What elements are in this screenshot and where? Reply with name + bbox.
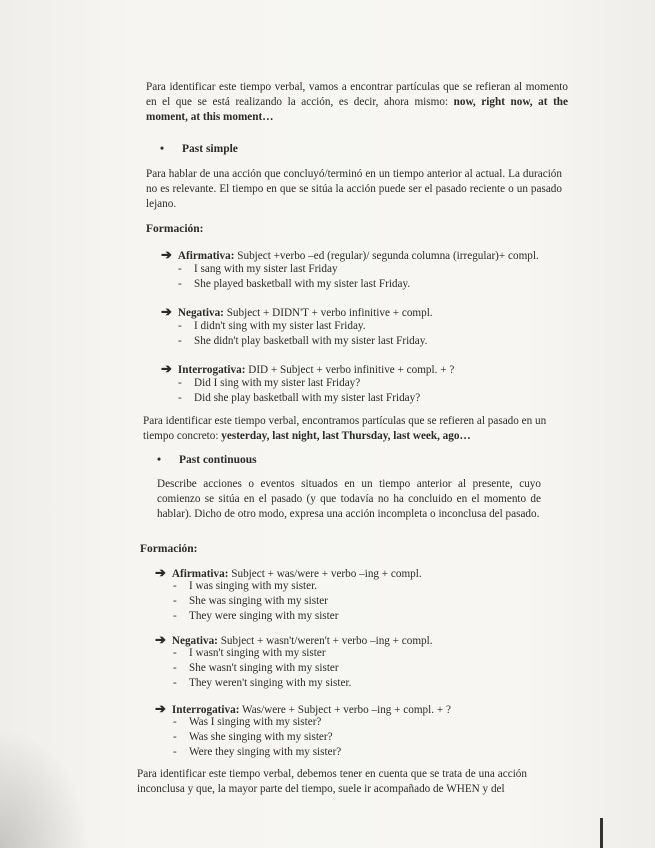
intro-text: Para identificar este tiempo verbal, vamos a encontrar partículas que se refieran al momento en el que se está realizando la acción, es decir, ahora mismo: <box>146 81 568 108</box>
ps-negative-rule: ➔ Negativa: Subject + DIDN'T + verbo infinitive + compl. <box>161 304 433 319</box>
past-continuous-description: Describe acciones o eventos situados en un tiempo anterior al presente, cuyo comienzo se sitúa en el pasado (y que todavía no ha concluido en el momento de hablar). Dicho de otro modo, expresa una acción incompleta o inconclusa del pasado. <box>157 478 541 520</box>
pc-neg-example-2: - She wasn't singing with my sister <box>173 662 339 674</box>
heading-text: Past simple <box>182 143 238 155</box>
bullet-icon: • <box>160 143 165 155</box>
intro-paragraph <box>146 80 568 125</box>
bullet-icon: • <box>157 454 162 466</box>
arrow-icon: ➔ <box>155 565 166 580</box>
pc-aff-example-1: - I was singing with my sister. <box>173 580 318 592</box>
pc-int-example-2: - Was she singing with my sister? <box>173 731 333 743</box>
arrow-icon: ➔ <box>161 304 172 319</box>
pc-affirmative-rule: ➔ Afirmativa: Subject + was/were + verbo –ing + compl. <box>155 565 422 580</box>
page-edge-mark <box>600 818 603 848</box>
pc-int-example-3: - Were they singing with my sister? <box>173 746 342 758</box>
ps-neg-example-2: - She didn't play basketball with my sister last Friday. <box>178 335 428 347</box>
intro-particles: now, right now, at the moment, at this moment… <box>146 96 568 123</box>
ps-interrogative-rule: ➔ Interrogativa: DID + Subject + verbo infinitive + compl. + ? <box>161 361 455 376</box>
ps-aff-example-2: - She played basketball with my sister last Friday. <box>178 278 411 290</box>
past-simple-particles: Para identificar este tiempo verbal, encontramos partículas que se refieren al pasado en un tiempo concreto: yesterday, last night, last Thursday, last week, ago… <box>143 415 547 442</box>
pc-int-example-1: - Was I singing with my sister? <box>173 716 322 728</box>
past-simple-description: Para hablar de una acción que concluyó/terminó en un tiempo anterior al actual. La duración no es relevante. El tiempo en que se sitúa la acción puede ser el pasado reciente o un pasado lejano. <box>146 168 562 210</box>
arrow-icon: ➔ <box>161 361 172 376</box>
pc-aff-example-2: - She was singing with my sister <box>173 595 328 607</box>
arrow-icon: ➔ <box>161 247 172 262</box>
ps-int-example-2: - Did she play basketball with my sister last Friday? <box>178 392 421 404</box>
past-continuous-heading <box>157 454 257 466</box>
past-continuous-closing: Para identificar este tiempo verbal, debemos tener en cuenta que se trata de una acción inconclusa y que, la mayor parte del tiempo, suele ir acompañado de WHEN y del <box>137 768 527 795</box>
ps-neg-example-1: - I didn't sing with my sister last Friday. <box>178 320 366 332</box>
ps-aff-example-1: - I sang with my sister last Friday <box>178 263 338 275</box>
pc-neg-example-1: - I wasn't singing with my sister <box>173 647 326 659</box>
scan-shadow <box>0 728 90 848</box>
pc-negative-rule: ➔ Negativa: Subject + wasn't/weren't + verbo –ing + compl. <box>155 632 433 647</box>
heading-text: Past continuous <box>179 454 257 466</box>
past-simple-formation-label: Formación: <box>146 223 204 235</box>
pc-interrogative-rule: ➔ Interrogativa: Was/were + Subject + verbo –ing + compl. + ? <box>155 701 451 716</box>
ps-int-example-1: - Did I sing with my sister last Friday? <box>178 377 361 389</box>
ps-affirmative-rule: ➔ Afirmativa: Subject +verbo –ed (regular)/ segunda columna (irregular)+ compl. <box>161 247 539 262</box>
past-simple-heading <box>160 143 238 155</box>
arrow-icon: ➔ <box>155 632 166 647</box>
past-continuous-formation-label: Formación: <box>140 543 198 555</box>
pc-aff-example-3: - They were singing with my sister <box>173 610 339 622</box>
pc-neg-example-3: - They weren't singing with my sister. <box>173 677 352 689</box>
arrow-icon: ➔ <box>155 701 166 716</box>
